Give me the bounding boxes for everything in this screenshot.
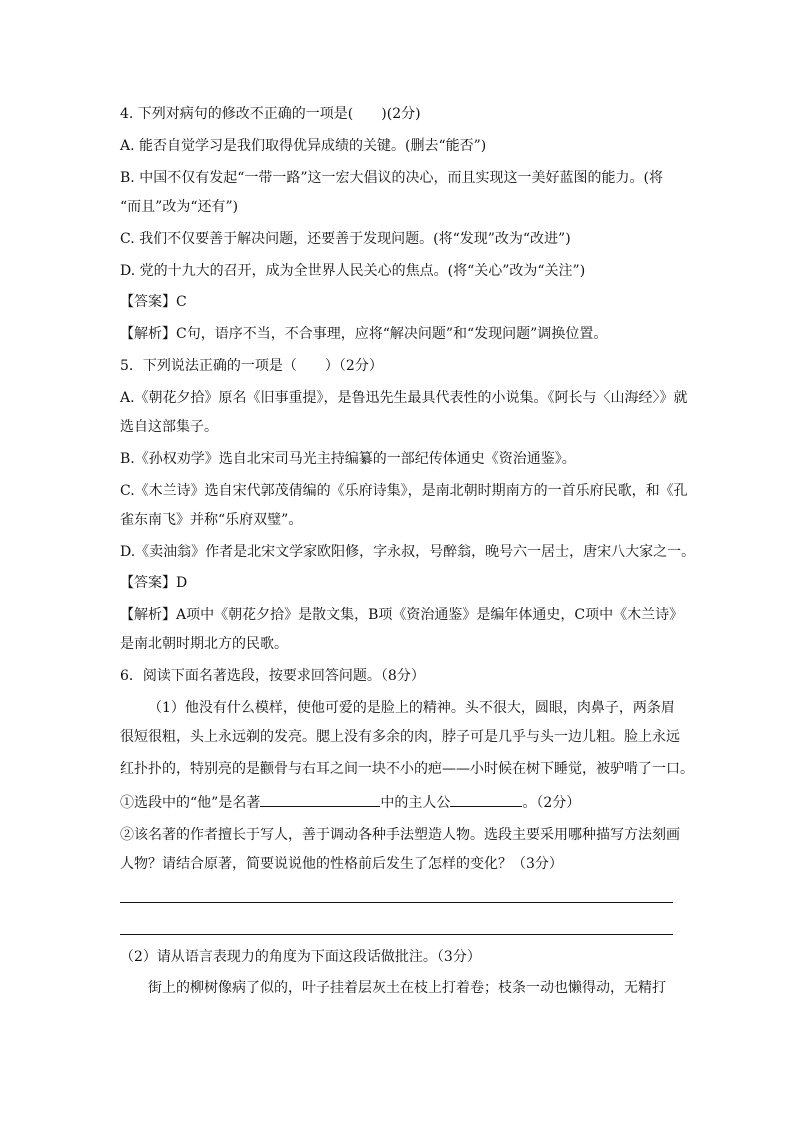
question-5-option-b: B.《孙权劝学》选自北宋司马光主持编纂的一部纪传体通史《资治通鉴》。 — [120, 451, 576, 467]
book-title-blank[interactable] — [260, 791, 380, 807]
question-5-option-a-line1: A.《朝花夕拾》原名《旧事重提》，是鲁迅先生最具代表性的小说集。《阿长与〈山海经〉》就 — [120, 390, 688, 406]
question-4-option-b-line1: B. 中国不仅有发起“一带一路”这一宏大倡议的决心，而且实现这一美好蓝图的能力。(将 — [120, 170, 663, 186]
question-6-stem: 6．阅读下面名著选段，按要求回答问题。（8分） — [120, 668, 425, 684]
subquestion-2-line1: ②该名著的作者擅长于写人，善于调动各种手法塑造人物。选段主要采用哪种描写方法刻画 — [120, 827, 680, 843]
passage-line-3: 红扑扑的，特别亮的是颧骨与右耳之间一块不小的疤——小时候在树下睡觉，被驴啃了一口。 — [120, 761, 694, 777]
question-4-analysis: 【解析】C句，语序不当，不合事理，应将“解决问题”和“发现问题”调换位置。 — [120, 326, 608, 342]
question-5-option-c-line1: C.《木兰诗》选自宋代郭茂倩编的《乐府诗集》，是南北朝时期南方的一首乐府民歌，和《孔 — [120, 483, 688, 499]
question-5-answer: 【答案】D — [120, 575, 188, 591]
answer-line-1[interactable] — [120, 902, 673, 903]
subquestion-1-suffix: 。（2分） — [522, 795, 581, 811]
answer-line-2[interactable] — [120, 934, 673, 935]
question-5-option-d: D.《卖油翁》作者是北宋文学家欧阳修，字永叔，号醉翁，晚号六一居士，唐宋八大家之一。 — [120, 544, 696, 560]
question-5-stem: 5．下列说法正确的一项是（ ）（2分） — [120, 358, 383, 374]
question-5-analysis-line2: 是南北朝时期北方的民歌。 — [120, 636, 288, 652]
question-6-part-2: （2）请从语言表现力的角度为下面这段话做批注。（3分） — [120, 949, 481, 965]
protagonist-blank[interactable] — [450, 791, 522, 807]
subquestion-1-middle: 中的主人公 — [380, 795, 451, 811]
question-4-stem: 4. 下列对病句的修改不正确的一项是( )(2分) — [120, 106, 421, 122]
question-4-option-c: C. 我们不仅要善于解决问题，还要善于发现问题。(将“发现”改为“改进”) — [120, 231, 571, 247]
passage-line-2: 很短很粗，头上永远剃的发亮。腮上没有多余的肉，脖子可是几乎与头一边儿粗。脸上永远 — [120, 729, 680, 745]
question-5-analysis-line1: 【解析】A项中《朝花夕拾》是散文集，B项《资治通鉴》是编年体通史，C项中《木兰诗》 — [120, 607, 684, 623]
question-4-option-d: D. 党的十九大的召开，成为全世界人民关心的焦点。(将“关心”改为“关注”) — [120, 263, 586, 279]
question-4-option-b-line2: “而且”改为“还有”) — [120, 199, 239, 215]
subquestion-1 — [120, 791, 580, 813]
question-5-option-a-line2: 选自这部集子。 — [120, 419, 218, 435]
question-5-option-c-line2: 雀东南飞》并称“乐府双璧”。 — [120, 512, 303, 528]
subquestion-1-prefix: ①选段中的“他”是名著 — [120, 795, 261, 811]
question-4-option-a: A. 能否自觉学习是我们取得优异成绩的关键。(删去“能否”) — [120, 138, 487, 154]
question-4-answer: 【答案】C — [120, 294, 187, 310]
subquestion-2-line2: 人物？请结合原著，简要说说他的性格前后发生了怎样的变化？（3分） — [120, 856, 563, 872]
passage-line-1: （1）他没有什么模样，使他可爱的是脸上的精神。头不很大，圆眼，肉鼻子，两条眉 — [148, 700, 675, 716]
passage-2-line-1: 街上的柳树像病了似的，叶子挂着层灰土在枝上打着卷；枝条一动也懒得动，无精打 — [148, 980, 666, 996]
